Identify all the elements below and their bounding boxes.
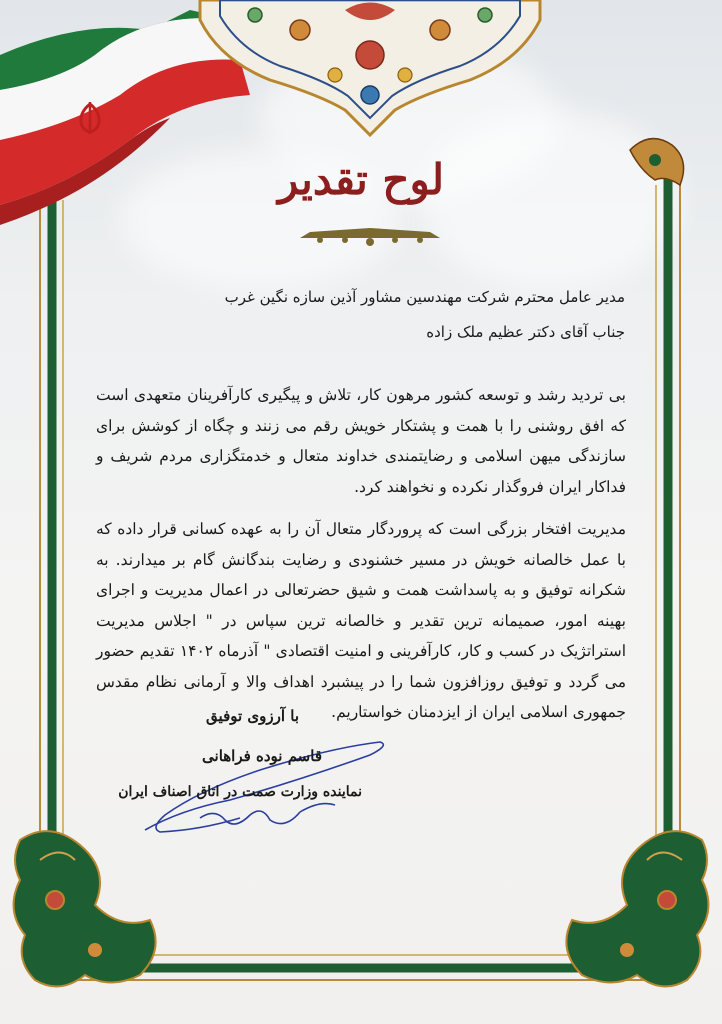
title-flourish	[300, 228, 440, 246]
closing-phrase: با آرزوی توفیق	[206, 707, 299, 725]
recipient-line-2: جناب آقای دکتر عظیم ملک زاده	[426, 323, 625, 341]
signer-name: قاسم نوده فراهانی	[202, 747, 322, 765]
bottom-right-corner-ornament	[566, 831, 708, 986]
top-medallion-ornament	[200, 0, 540, 135]
body-paragraph-2: مدیریت افتخار بزرگی است که پروردگار متعال آن را به عهده کسانی قرار داده که با عمل خالصانه خویش در مسیر خشنودی و رضایت بندگانش گام بر میدارند. به شکرانه توفیق و به پاسداشت همت و شیق حضرتعالی در اعمال مدیریت و اجرای بهینه امور، صمیمانه ترین تقدیر و خالصانه ترین سپاس در " اجلاس مدیریت استراتژیک در کسب و کار، کارآفرینی و امنیت اقتصادی " آذرماه ۱۴۰۲ تقدیم حضور می گردد و توفیق روزافزون شما را در پیشبرد اهداف والا و آرمانی نظام مقدس جمهوری اسلامی ایران از ایزدمنان خواستاریم.	[96, 520, 626, 721]
bottom-left-corner-ornament	[14, 831, 156, 986]
certificate-body	[96, 380, 626, 740]
body-paragraph-1: بی تردید رشد و توسعه کشور مرهون کار، تلاش و پیگیری کارآفرینان متعهدی است که افق روشنی را با همت و پشتکار خویش رقم می زنند و چگاه از کوشش برای سازندگی میهن اسلامی و رضایتمندی خداوند متعال و خدمتگزاری مردم شریف و فداکار ایران فروگذار نکرده و نخواهند کرد.	[96, 386, 626, 496]
certificate-title: لوح تقدیر	[277, 155, 445, 204]
recipient-line-1: مدیر عامل محترم شرکت مهندسین مشاور آذین سازه نگین غرب	[224, 288, 625, 306]
signer-title: نماینده وزارت صمت در اتاق اصناف ایران	[118, 784, 362, 800]
